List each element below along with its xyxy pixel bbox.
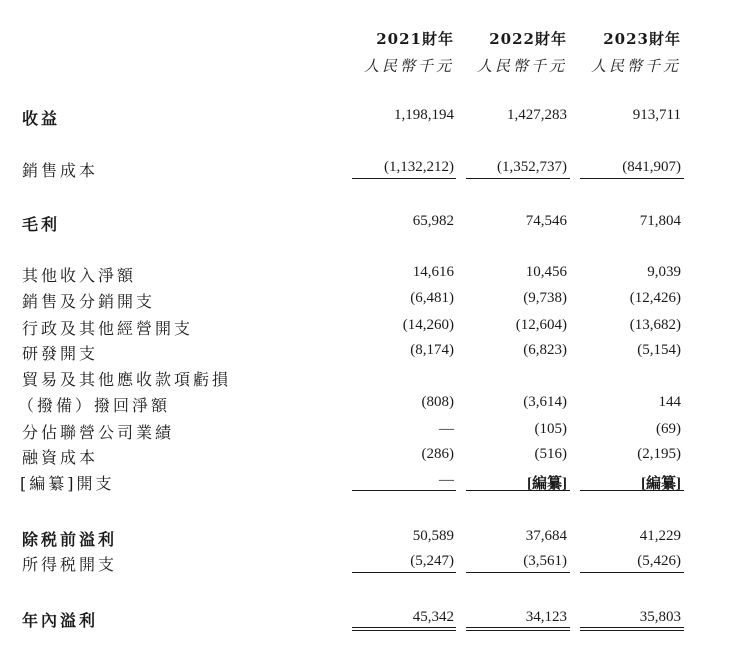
table-cell: (5,154): [637, 342, 681, 358]
row-label-admin-expenses: 行政及其他經營開支: [22, 319, 194, 338]
row-label-cost-of-sales: 銷售成本: [22, 161, 99, 180]
subtotal-rule: [466, 178, 570, 179]
subtotal-rule: [580, 178, 684, 179]
row-label-impairment-net: （撥備）撥回淨額: [18, 396, 171, 415]
table-cell: 1,198,194: [394, 107, 454, 123]
table-cell: 14,616: [412, 264, 454, 280]
row-label-other-income: 其他收入淨額: [22, 266, 137, 285]
table-cell: (5,247): [410, 553, 454, 569]
subtotal-rule: [580, 490, 684, 491]
table-cell: (808): [421, 394, 454, 410]
table-cell: (12,426): [629, 290, 681, 306]
row-label-finance-costs: 融資成本: [22, 448, 99, 467]
table-cell: 34,123: [525, 609, 567, 625]
table-cell: 144: [658, 394, 681, 410]
table-cell: 35,803: [639, 609, 681, 625]
table-cell: (5,426): [637, 553, 681, 569]
column-header-2022: [477, 28, 567, 76]
row-label-share-of-associates: 分佔聯營公司業績: [22, 423, 175, 442]
table-cell: 65,982: [412, 213, 454, 229]
table-cell: 1,427,283: [507, 107, 567, 123]
subtotal-rule: [352, 572, 456, 573]
unit-label: 人民幣千元: [476, 57, 567, 75]
unit-label: 人民幣千元: [590, 57, 681, 75]
total-double-rule: [352, 627, 456, 631]
table-cell: (14,260): [402, 317, 454, 333]
table-cell: 37,684: [525, 528, 567, 544]
table-cell: (12,604): [515, 317, 567, 333]
table-cell: 71,804: [639, 213, 681, 229]
table-cell: [編纂]: [527, 476, 567, 492]
subtotal-rule: [580, 572, 684, 573]
row-label-income-tax: 所得税開支: [22, 555, 118, 574]
row-label-rd-expenses: 研發開支: [22, 344, 99, 363]
year-label: 2021財年: [376, 30, 454, 48]
row-label-profit-before-tax: 除税前溢利: [22, 530, 118, 549]
row-label-selling-expenses: 銷售及分銷開支: [22, 292, 156, 311]
table-cell: —: [439, 421, 454, 437]
year-label: 2023財年: [603, 30, 681, 48]
table-cell: (3,561): [523, 553, 567, 569]
table-cell: (516): [534, 446, 567, 462]
subtotal-rule: [466, 572, 570, 573]
table-cell: (2,195): [637, 446, 681, 462]
row-label-revenue: 收益: [22, 109, 61, 128]
table-cell: 45,342: [412, 609, 454, 625]
table-cell: (3,614): [523, 394, 567, 410]
table-cell: 74,546: [525, 213, 567, 229]
table-cell: (1,132,212): [384, 159, 454, 175]
row-label-redacted-expenses: [編纂]開支: [20, 474, 115, 493]
table-cell: 913,711: [632, 107, 681, 123]
table-cell: (8,174): [410, 342, 454, 358]
row-label-impairment-heading: 貿易及其他應收款項虧損: [22, 370, 232, 389]
table-cell: —: [439, 472, 454, 488]
table-cell: (1,352,737): [497, 159, 567, 175]
row-label-profit-for-year: 年內溢利: [22, 611, 99, 630]
row-label-gross-profit: 毛利: [22, 215, 61, 234]
subtotal-rule: [352, 178, 456, 179]
table-cell: (841,907): [622, 159, 681, 175]
table-cell: (6,823): [523, 342, 567, 358]
subtotal-rule: [466, 490, 570, 491]
table-cell: 9,039: [647, 264, 681, 280]
total-double-rule: [580, 627, 684, 631]
subtotal-rule: [352, 490, 456, 491]
table-cell: (286): [421, 446, 454, 462]
table-cell: (105): [534, 421, 567, 437]
table-cell: (13,682): [629, 317, 681, 333]
year-label: 2022財年: [489, 30, 567, 48]
table-cell: (6,481): [410, 290, 454, 306]
total-double-rule: [466, 627, 570, 631]
table-cell: 41,229: [639, 528, 681, 544]
table-cell: [編纂]: [641, 476, 681, 492]
column-header-2021: [364, 28, 454, 76]
column-header-2023: [591, 28, 681, 76]
table-cell: 50,589: [412, 528, 454, 544]
unit-label: 人民幣千元: [363, 57, 454, 75]
table-cell: (69): [656, 421, 681, 437]
table-cell: 10,456: [525, 264, 567, 280]
table-cell: (9,738): [523, 290, 567, 306]
